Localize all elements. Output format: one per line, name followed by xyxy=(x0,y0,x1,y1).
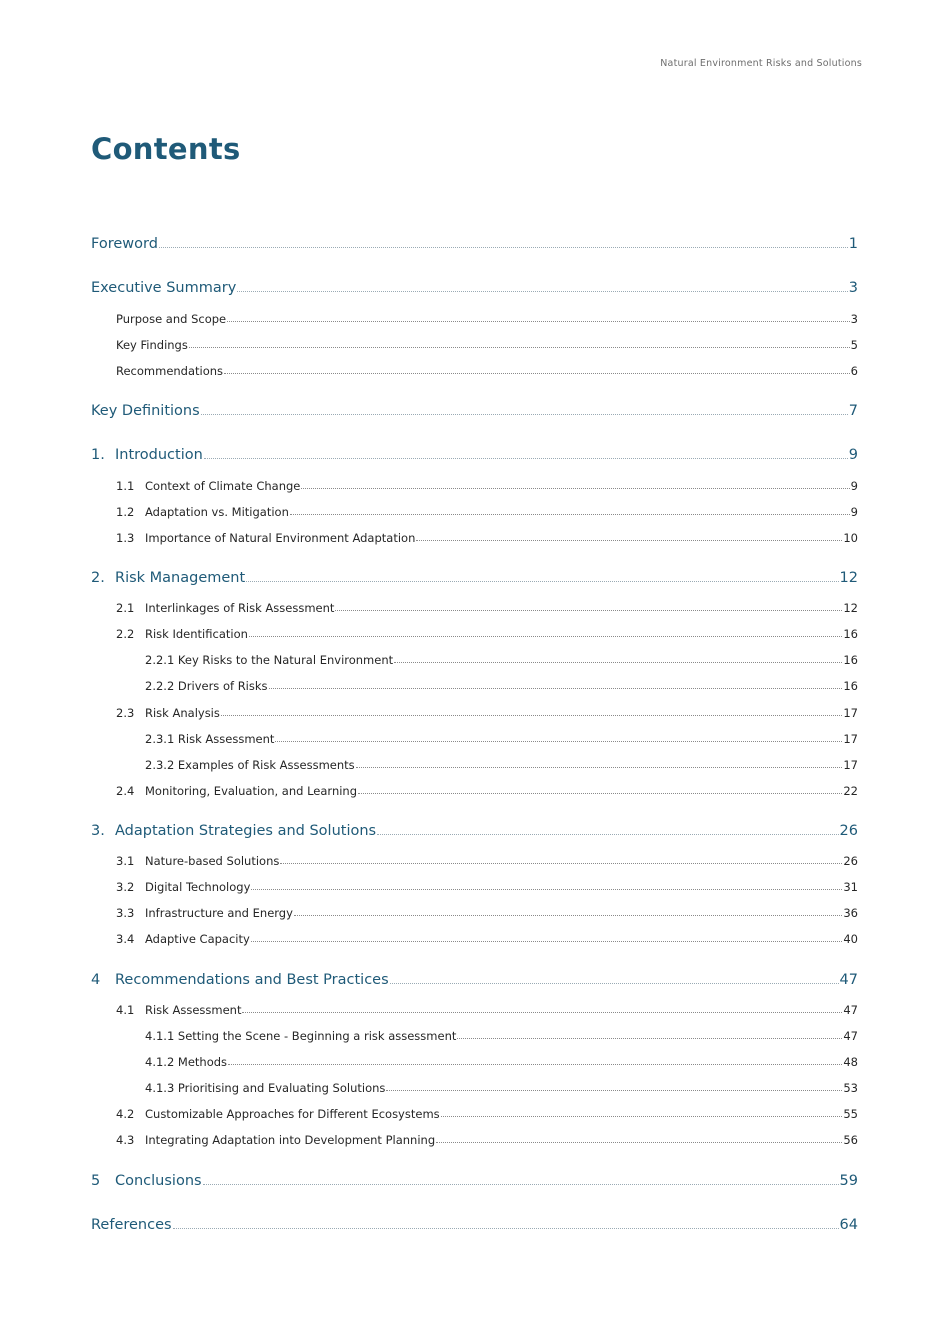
toc-entry-infrastructure-and-energy[interactable] xyxy=(91,906,858,920)
toc-page-number: 31 xyxy=(843,880,858,894)
dot-leader xyxy=(227,320,850,322)
toc-entry-risk-management[interactable] xyxy=(91,570,858,586)
dot-leader xyxy=(242,1011,842,1013)
toc-page-number: 3 xyxy=(848,280,858,296)
dot-leader xyxy=(457,1037,842,1039)
toc-label: 2.3.2 Examples of Risk Assessments xyxy=(145,758,355,772)
toc-label: Key Definitions xyxy=(91,403,200,419)
toc-label: 4.1.3 Prioritising and Evaluating Solutions xyxy=(145,1081,386,1095)
toc-entry-recommendations[interactable] xyxy=(91,364,858,378)
toc-entry-risk-analysis[interactable] xyxy=(91,706,858,720)
toc-page-number: 55 xyxy=(843,1107,858,1121)
toc-entry-adaptation-strategies[interactable] xyxy=(91,823,858,839)
toc-page-number: 36 xyxy=(843,906,858,920)
toc-page-number: 22 xyxy=(843,784,858,798)
toc-label: Digital Technology xyxy=(145,880,251,894)
toc-page-number: 48 xyxy=(843,1055,858,1069)
toc-page-number: 47 xyxy=(843,1003,858,1017)
running-header: Natural Environment Risks and Solutions xyxy=(660,58,862,69)
toc-entry-conclusions[interactable] xyxy=(91,1173,858,1189)
toc-label: Risk Analysis xyxy=(145,706,220,720)
toc-page-number: 17 xyxy=(843,706,858,720)
toc-entry-risk-assessment-41[interactable] xyxy=(91,1003,858,1017)
toc-entry-purpose-and-scope[interactable] xyxy=(91,312,858,326)
dot-leader xyxy=(377,833,838,835)
toc-entry-adaptation-vs-mitigation[interactable] xyxy=(91,505,858,519)
toc-page-number: 12 xyxy=(839,570,858,586)
dot-leader xyxy=(294,914,842,916)
toc-label: Adaptive Capacity xyxy=(145,932,250,946)
toc-entry-foreword[interactable] xyxy=(91,236,858,252)
toc-label: Risk Assessment xyxy=(145,1003,242,1017)
toc-section-number: 3.1 xyxy=(116,854,135,868)
toc-page-number: 12 xyxy=(843,601,858,615)
toc-entry-key-risks-natural-environment[interactable] xyxy=(91,653,858,667)
dot-leader xyxy=(237,290,847,292)
dot-leader xyxy=(203,1183,839,1185)
toc-page-number: 26 xyxy=(843,854,858,868)
dot-leader xyxy=(228,1063,842,1065)
toc-section-number: 3.3 xyxy=(116,906,135,920)
toc-page-number: 16 xyxy=(843,627,858,641)
toc-section-number: 1. xyxy=(91,447,105,463)
toc-label: Introduction xyxy=(115,447,203,463)
toc-label: Importance of Natural Environment Adaptation xyxy=(145,531,416,545)
dot-leader xyxy=(204,457,848,459)
dot-leader xyxy=(251,888,842,890)
toc-section-number: 2.3 xyxy=(116,706,135,720)
toc-entry-nature-based-solutions[interactable] xyxy=(91,854,858,868)
dot-leader xyxy=(224,372,850,374)
toc-section-number: 3.2 xyxy=(116,880,135,894)
toc-page-number: 59 xyxy=(839,1173,858,1189)
toc-page-number: 40 xyxy=(843,932,858,946)
toc-entry-setting-the-scene[interactable] xyxy=(91,1029,858,1043)
dot-leader xyxy=(251,940,843,942)
toc-section-number: 3. xyxy=(91,823,105,839)
dot-leader xyxy=(386,1089,842,1091)
toc-section-number: 1.1 xyxy=(116,479,135,493)
toc-entry-context-of-climate-change[interactable] xyxy=(91,479,858,493)
dot-leader xyxy=(159,246,848,248)
toc-section-number: 2.4 xyxy=(116,784,135,798)
toc-entry-adaptive-capacity[interactable] xyxy=(91,932,858,946)
dot-leader xyxy=(201,413,848,415)
toc-entry-risk-assessment-231[interactable] xyxy=(91,732,858,746)
toc-label: Key Findings xyxy=(116,338,188,352)
dot-leader xyxy=(269,687,843,689)
toc-page-number: 47 xyxy=(843,1029,858,1043)
dot-leader xyxy=(249,635,842,637)
toc-entry-methods[interactable] xyxy=(91,1055,858,1069)
dot-leader xyxy=(173,1227,839,1229)
toc-label: Risk Management xyxy=(115,570,246,586)
toc-page-number: 16 xyxy=(843,653,858,667)
toc-page-number: 56 xyxy=(843,1133,858,1147)
dot-leader xyxy=(246,580,838,582)
dot-leader xyxy=(394,661,842,663)
toc-label: 2.2.2 Drivers of Risks xyxy=(145,679,268,693)
dot-leader xyxy=(416,539,842,541)
toc-entry-recommendations-best-practices[interactable] xyxy=(91,972,858,988)
toc-label: Recommendations xyxy=(116,364,224,378)
toc-entry-prioritising-solutions[interactable] xyxy=(91,1081,858,1095)
toc-entry-key-findings[interactable] xyxy=(91,338,858,352)
toc-label: Risk Identification xyxy=(145,627,248,641)
toc-entry-digital-technology[interactable] xyxy=(91,880,858,894)
toc-label: Infrastructure and Energy xyxy=(145,906,293,920)
toc-page-number: 9 xyxy=(850,505,858,519)
toc-section-number: 4.1 xyxy=(116,1003,135,1017)
dot-leader xyxy=(290,513,850,515)
toc-entry-customizable-approaches[interactable] xyxy=(91,1107,858,1121)
toc-section-number: 2. xyxy=(91,570,105,586)
toc-label: Interlinkages of Risk Assessment xyxy=(145,601,335,615)
toc-label: 4.1.2 Methods xyxy=(145,1055,228,1069)
toc-section-number: 1.3 xyxy=(116,531,135,545)
toc-section-number: 4.2 xyxy=(116,1107,135,1121)
toc-label: Monitoring, Evaluation, and Learning xyxy=(145,784,358,798)
toc-section-number: 1.2 xyxy=(116,505,135,519)
toc-page-number: 17 xyxy=(843,732,858,746)
toc-page-number: 10 xyxy=(843,531,858,545)
toc-label: Recommendations and Best Practices xyxy=(115,972,389,988)
dot-leader xyxy=(358,792,842,794)
toc-page-number: 47 xyxy=(839,972,858,988)
toc-page-number: 1 xyxy=(848,236,858,252)
toc-page-number: 7 xyxy=(848,403,858,419)
dot-leader xyxy=(441,1115,843,1117)
dot-leader xyxy=(335,609,842,611)
toc-label: 2.2.1 Key Risks to the Natural Environment xyxy=(145,653,394,667)
dot-leader xyxy=(280,862,842,864)
toc-page-number: 53 xyxy=(843,1081,858,1095)
toc-label: 2.3.1 Risk Assessment xyxy=(145,732,275,746)
dot-leader xyxy=(221,714,842,716)
toc-entry-references[interactable] xyxy=(91,1217,858,1233)
toc-section-number: 5 xyxy=(91,1173,101,1189)
toc-page-number: 26 xyxy=(839,823,858,839)
toc-section-number: 2.2 xyxy=(116,627,135,641)
toc-entry-key-definitions[interactable] xyxy=(91,403,858,419)
dot-leader xyxy=(189,346,850,348)
toc-label: Adaptation Strategies and Solutions xyxy=(115,823,377,839)
dot-leader xyxy=(390,982,839,984)
toc-label: Executive Summary xyxy=(91,280,237,296)
toc-page-number: 9 xyxy=(850,479,858,493)
toc-entry-integrating-adaptation[interactable] xyxy=(91,1133,858,1147)
toc-section-number: 4.3 xyxy=(116,1133,135,1147)
toc-page-number: 6 xyxy=(850,364,858,378)
page-title: Contents xyxy=(91,132,241,166)
toc-page-number: 9 xyxy=(848,447,858,463)
toc-label: Conclusions xyxy=(115,1173,202,1189)
toc-entry-interlinkages-of-risk-assessment[interactable] xyxy=(91,601,858,615)
toc-page-number: 17 xyxy=(843,758,858,772)
toc-label: Purpose and Scope xyxy=(116,312,227,326)
dot-leader xyxy=(301,487,849,489)
toc-label: Integrating Adaptation into Development Planning xyxy=(145,1133,436,1147)
toc-label: Customizable Approaches for Different Ecosystems xyxy=(145,1107,440,1121)
toc-label: Foreword xyxy=(91,236,158,252)
toc-label: Nature-based Solutions xyxy=(145,854,280,868)
toc-page-number: 3 xyxy=(850,312,858,326)
toc-label: References xyxy=(91,1217,172,1233)
toc-label: Adaptation vs. Mitigation xyxy=(145,505,289,519)
toc-section-number: 2.1 xyxy=(116,601,135,615)
toc-page-number: 16 xyxy=(843,679,858,693)
toc-entry-examples-of-risk-assessments[interactable] xyxy=(91,758,858,772)
toc-section-number: 3.4 xyxy=(116,932,135,946)
toc-entry-risk-identification[interactable] xyxy=(91,627,858,641)
toc-entry-importance-of-adaptation[interactable] xyxy=(91,531,858,545)
toc-label: 4.1.1 Setting the Scene - Beginning a risk assessment xyxy=(145,1029,457,1043)
toc-page-number: 64 xyxy=(839,1217,858,1233)
toc-entry-executive-summary[interactable] xyxy=(91,280,858,296)
dot-leader xyxy=(275,740,842,742)
toc-entry-introduction[interactable] xyxy=(91,447,858,463)
toc-entry-monitoring-evaluation-learning[interactable] xyxy=(91,784,858,798)
toc-label: Context of Climate Change xyxy=(145,479,301,493)
dot-leader xyxy=(356,766,843,768)
dot-leader xyxy=(436,1141,842,1143)
toc-entry-drivers-of-risks[interactable] xyxy=(91,679,858,693)
toc-section-number: 4 xyxy=(91,972,101,988)
toc-page-number: 5 xyxy=(850,338,858,352)
